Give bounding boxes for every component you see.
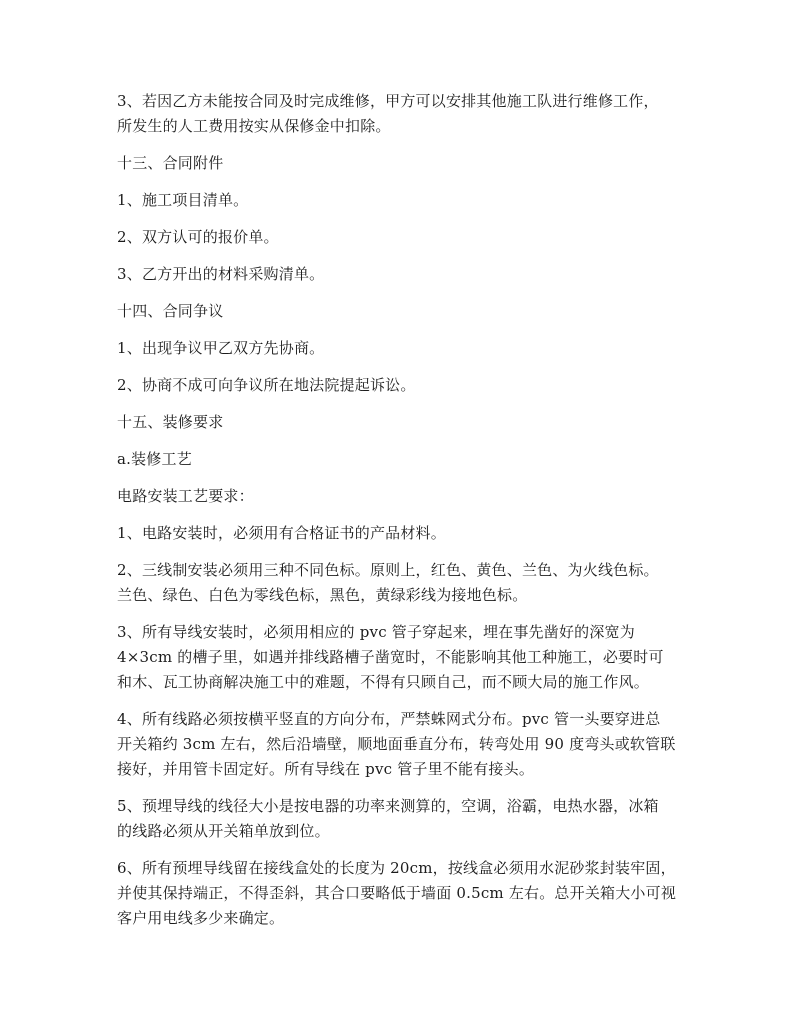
paragraph: [117, 89, 716, 139]
paragraph: [117, 188, 716, 213]
text-line: 3、所有导线安装时，必须用相应的 pvc 管子穿起来，埋在事先凿好的深宽为: [117, 623, 635, 641]
text-line: 电路安装工艺要求：: [117, 487, 254, 505]
paragraph: [117, 447, 716, 472]
text-line: 十五、装修要求: [117, 413, 224, 431]
text-line: 3、若因乙方未能按合同及时完成维修，甲方可以安排其他施工队进行维修工作，: [117, 92, 659, 110]
paragraph: [117, 521, 716, 546]
text-line: 开关箱约 3cm 左右，然后沿墙壁，顺地面垂直分布，转弯处用 90 度弯头或软管联: [117, 735, 676, 753]
text-line: 接好，并用管卡固定好。所有导线在 pvc 管子里不能有接头。: [117, 760, 535, 778]
text-line: 客户用电线多少来确定。: [117, 909, 285, 927]
text-line: 1、施工项目清单。: [117, 191, 249, 209]
text-line: 兰色、绿色、白色为零线色标，黑色，黄绿彩线为接地色标。: [117, 586, 528, 604]
text-line: 所发生的人工费用按实从保修金中扣除。: [117, 117, 391, 135]
paragraph: [117, 856, 716, 931]
paragraph: [117, 299, 716, 324]
text-line: 1、出现争议甲乙双方先协商。: [117, 339, 325, 357]
text-line: 3、乙方开出的材料采购清单。: [117, 265, 325, 283]
text-line: 2、双方认可的报价单。: [117, 228, 279, 246]
paragraph: [117, 620, 716, 695]
paragraph: [117, 558, 716, 608]
text-line: 十三、合同附件: [117, 154, 224, 172]
text-line: 十四、合同争议: [117, 302, 224, 320]
paragraph: [117, 262, 716, 287]
text-line: 2、三线制安装必须用三种不同色标。原则上，红色、黄色、兰色、为火线色标。: [117, 561, 659, 579]
document-body: [117, 89, 716, 931]
paragraph: [117, 373, 716, 398]
text-line: 4、所有线路必须按横平竖直的方向分布，严禁蛛网式分布。pvc 管一头要穿进总: [117, 710, 661, 728]
paragraph: [117, 151, 716, 176]
paragraph: [117, 410, 716, 435]
text-line: 和木、瓦工协商解决施工中的难题，不得有只顾自己，而不顾大局的施工作风。: [117, 673, 650, 691]
text-line: 5、预埋导线的线径大小是按电器的功率来测算的，空调，浴霸，电热水器，冰箱: [117, 797, 659, 815]
paragraph: [117, 336, 716, 361]
text-line: 2、协商不成可向争议所在地法院提起诉讼。: [117, 376, 416, 394]
paragraph: [117, 794, 716, 844]
text-line: 6、所有预埋导线留在接线盒处的长度为 20cm，按线盒必须用水泥砂浆封装牢固，: [117, 859, 676, 877]
text-line: a.装修工艺: [117, 450, 192, 468]
paragraph: [117, 484, 716, 509]
paragraph: [117, 707, 716, 782]
text-line: 并使其保持端正，不得歪斜，其合口要略低于墙面 0.5cm 左右。总开关箱大小可视: [117, 884, 677, 902]
text-line: 1、电路安装时，必须用有合格证书的产品材料。: [117, 524, 446, 542]
paragraph: [117, 225, 716, 250]
text-line: 4×3cm 的槽子里，如遇并排线路槽子凿宽时，不能影响其他工种施工，必要时可: [117, 648, 664, 666]
text-line: 的线路必须从开关箱单放到位。: [117, 822, 330, 840]
